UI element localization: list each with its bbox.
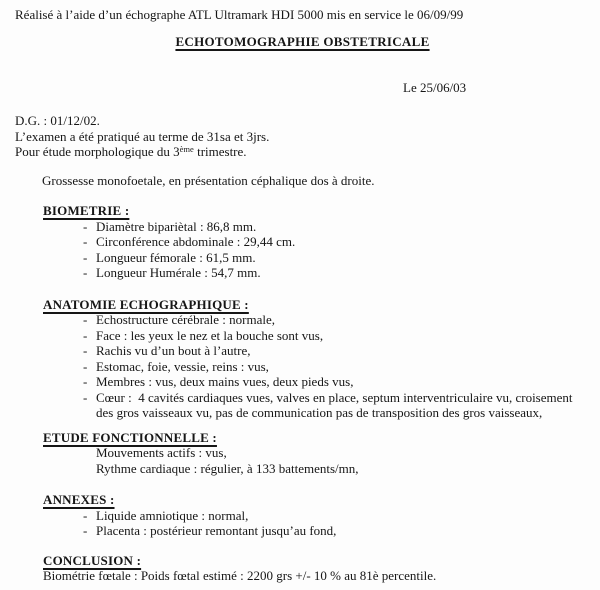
section-heading <box>43 297 590 313</box>
item-text: Placenta : postérieur remontant jusqu’au fond, <box>96 523 337 538</box>
trimester-suffix: trimestre. <box>193 144 247 159</box>
item-text: Mouvements actifs : vus, <box>96 445 227 460</box>
list-item <box>83 508 590 524</box>
section-heading-text: ETUDE FONCTIONNELLE : <box>43 429 217 445</box>
list-item <box>83 234 590 250</box>
list-item <box>83 328 590 344</box>
item-text: Membres : vus, deux mains vues, deux pieds vus, <box>96 374 354 389</box>
dash-bullet: - <box>83 358 88 374</box>
exam-term-line: L’examen a été pratiqué au terme de 31sa et 3jrs. <box>15 128 270 144</box>
dash-bullet: - <box>83 343 88 358</box>
conclusion-text: Biométrie fœtale : Poids fœtal estimé : 2200 grs +/- 10 % au 81è percentile. <box>43 568 437 583</box>
section-conclusion <box>15 553 590 584</box>
list-item <box>83 265 590 281</box>
section-biometrie <box>15 203 590 281</box>
section-anatomie-echographique <box>15 297 590 421</box>
dash-bullet: - <box>83 523 88 538</box>
item-text: Estomac, foie, vessie, reins : vus, <box>96 358 269 374</box>
trimester-line <box>15 144 590 160</box>
dash-bullet: - <box>83 327 88 343</box>
list-item <box>83 250 590 266</box>
item-text: Echostructure cérébrale : normale, <box>96 312 276 327</box>
section-heading <box>43 553 590 569</box>
dash-bullet: - <box>83 507 88 523</box>
list-item <box>83 523 590 539</box>
item-text: Longueur Humérale : 54,7 mm. <box>96 265 261 280</box>
dash-bullet: - <box>83 312 88 327</box>
section-annexes <box>15 492 590 539</box>
item-text: Diamètre bipariètal : 86,8 mm. <box>96 218 257 234</box>
dash-bullet <box>83 461 96 477</box>
list-item <box>83 312 590 328</box>
dash-bullet: - <box>83 218 88 234</box>
section-heading <box>43 430 590 446</box>
item-text: Liquide amniotique : normal, <box>96 507 249 523</box>
list-item <box>83 359 590 375</box>
dash-bullet: - <box>83 249 88 265</box>
list-item <box>83 461 590 477</box>
list-item <box>83 374 590 390</box>
list-item <box>83 343 590 359</box>
report-date: Le 25/06/03 <box>403 79 467 95</box>
dg-date-line: D.G. : 01/12/02. <box>15 113 100 128</box>
title-row <box>15 34 590 50</box>
presentation-line: Grossesse monofoetale, en présentation céphalique dos à droite. <box>42 172 375 188</box>
dash-bullet: - <box>83 389 88 405</box>
dash-bullet: - <box>83 234 88 249</box>
list-item <box>83 219 590 235</box>
item-text: Face : les yeux le nez et la bouche sont vus, <box>96 327 324 343</box>
trimester-ordinal-superscript: ème <box>179 144 194 154</box>
section-heading <box>43 203 590 219</box>
trimester-prefix: Pour étude morphologique du 3 <box>15 144 180 159</box>
section-heading-text: BIOMETRIE : <box>43 203 130 218</box>
equipment-note: Réalisé à l’aide d’un échographe ATL Ultramark HDI 5000 mis en service le 06/09/99 <box>15 7 464 22</box>
item-text: Rythme cardiaque : régulier, à 133 battements/mn, <box>96 460 359 476</box>
section-heading <box>43 492 590 508</box>
item-text: Circonférence abdominale : 29,44 cm. <box>96 234 296 249</box>
list-item <box>83 445 590 461</box>
document-title: ECHOTOMOGRAPHIE OBSTETRICALE <box>175 33 430 49</box>
section-etude-fonctionnelle <box>15 430 590 477</box>
section-heading-text: CONCLUSION : <box>43 552 142 568</box>
item-text: Longueur fémorale : 61,5 mm. <box>96 249 256 265</box>
dash-bullet <box>83 445 96 461</box>
section-heading-text: ANNEXES : <box>43 492 115 507</box>
item-text: Rachis vu d’un bout à l’autre, <box>96 343 251 358</box>
list-item <box>83 390 590 421</box>
dash-bullet: - <box>83 374 88 389</box>
item-text: Cœur : 4 cavités cardiaques vues, valves en place, septum interventriculaire vu, croisement des gros vaisseaux vu, pas de communication pas de transposition des gros vaisseaux, <box>96 389 576 420</box>
dash-bullet: - <box>83 265 88 280</box>
section-heading-text: ANATOMIE ECHOGRAPHIQUE : <box>43 296 249 312</box>
intro-block <box>15 113 590 160</box>
